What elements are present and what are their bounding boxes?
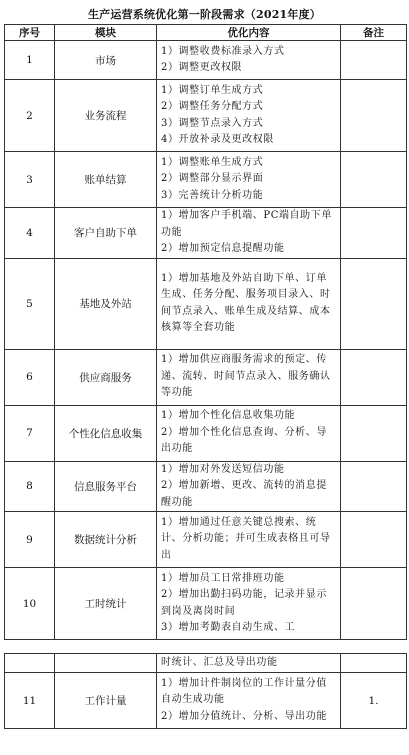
row-index: 10 xyxy=(5,568,55,640)
row-content xyxy=(157,80,341,152)
row-index xyxy=(5,654,55,673)
row-module: 供应商服务 xyxy=(55,349,157,405)
content-line: 1）增加个性化信息收集功能 xyxy=(161,410,296,422)
content-line: 1）增加客户手机端、PC端自助下单功能 xyxy=(161,210,332,238)
row-module: 基地及外站 xyxy=(55,258,157,349)
content-line: 1）增加对外发送短信功能 xyxy=(161,463,285,475)
row-index: 11 xyxy=(5,673,55,729)
content-line: 4）开放补录及更改权限 xyxy=(161,134,274,145)
content-line: 1）增加通过任意关键总搜索、统计、分析功能；并可生成表格且可导出 xyxy=(161,516,331,561)
row-content xyxy=(157,208,341,259)
row-index: 1 xyxy=(5,41,55,80)
table-row xyxy=(5,152,407,208)
content-line: 3）增加考勤表自动生成、工 xyxy=(161,622,296,633)
row-module: 客户自助下单 xyxy=(55,208,157,259)
row-remark xyxy=(341,152,407,208)
row-remark xyxy=(341,208,407,259)
row-content xyxy=(157,152,341,208)
row-remark xyxy=(341,80,407,152)
row-remark xyxy=(341,568,407,640)
row-content xyxy=(157,673,341,729)
content-line: 时统计、汇总及导出功能 xyxy=(161,656,278,668)
content-line: 2）增加出勤扫码功能，记录并显示到岗及离岗时间 xyxy=(161,589,327,617)
table-row xyxy=(5,461,407,512)
row-content xyxy=(157,41,341,80)
row-content xyxy=(157,568,341,640)
row-remark xyxy=(341,41,407,80)
header-index: 序号 xyxy=(5,25,55,41)
content-line: 2）增加分值统计、分析、导出功能 xyxy=(161,710,327,722)
header-module: 模块 xyxy=(55,25,157,41)
content-line: 1）增加计件制岗位的工作计量分值自动生成功能 xyxy=(161,677,327,706)
requirements-table-continued xyxy=(4,653,407,729)
row-index: 3 xyxy=(5,152,55,208)
row-module: 工作计量 xyxy=(55,673,157,729)
content-line: 1）调整账单生成方式 xyxy=(161,156,264,168)
row-module: 信息服务平台 xyxy=(55,461,157,512)
row-module: 业务流程 xyxy=(55,80,157,152)
table-row xyxy=(5,654,407,673)
row-content xyxy=(157,405,341,461)
row-content xyxy=(157,654,341,673)
content-line: 2）增加预定信息提醒功能 xyxy=(161,243,285,254)
header-content: 优化内容 xyxy=(157,25,341,41)
row-content xyxy=(157,258,341,349)
row-remark xyxy=(341,512,407,568)
requirements-table xyxy=(4,24,407,640)
row-remark xyxy=(341,258,407,349)
content-line: 1）增加供应商服务需求的预定、传递、流转、时间节点录入、服务确认等功能 xyxy=(161,354,331,399)
row-remark xyxy=(341,405,407,461)
row-remark xyxy=(341,654,407,673)
document-title: 生产运营系统优化第一阶段需求（2021年度） xyxy=(87,8,321,21)
row-content xyxy=(157,461,341,512)
content-line: 2）调整任务分配方式 xyxy=(161,101,264,112)
row-index: 2 xyxy=(5,80,55,152)
table-row xyxy=(5,208,407,259)
table-row xyxy=(5,512,407,568)
table-row xyxy=(5,349,407,405)
row-content xyxy=(157,349,341,405)
row-remark xyxy=(341,349,407,405)
table-header-row xyxy=(5,25,407,41)
content-line: 1）增加员工日常排班功能 xyxy=(161,572,285,584)
content-line: 1）调整收费标准录入方式 xyxy=(161,45,285,57)
table-row xyxy=(5,405,407,461)
row-remark: 1. xyxy=(341,673,407,729)
row-index: 4 xyxy=(5,208,55,259)
table-row xyxy=(5,258,407,349)
content-line: 2）调整更改权限 xyxy=(161,62,243,73)
row-index: 7 xyxy=(5,405,55,461)
content-line: 2）调整部分显示界面 xyxy=(161,173,264,185)
row-module: 市场 xyxy=(55,41,157,80)
row-index: 8 xyxy=(5,461,55,512)
row-content xyxy=(157,512,341,568)
row-index: 9 xyxy=(5,512,55,568)
table-row xyxy=(5,41,407,80)
content-line: 1）增加基地及外站自助下单、订单生成、任务分配、服务项目录入、时间节点录入、账单生成及结算、成本核算等全套功能 xyxy=(161,272,331,333)
content-line: 3）调整节点录入方式 xyxy=(161,117,264,129)
content-line: 2）增加新增、更改、流转的消息提醒功能 xyxy=(161,480,327,508)
header-remark: 备注 xyxy=(341,25,407,41)
row-index: 6 xyxy=(5,349,55,405)
row-module: 数据统计分析 xyxy=(55,512,157,568)
content-line: 3）完善统计分析功能 xyxy=(161,189,264,201)
row-module: 账单结算 xyxy=(55,152,157,208)
table-row xyxy=(5,80,407,152)
content-line: 2）增加个性化信息查询、分析、导出功能 xyxy=(161,426,327,455)
content-line: 1）调整订单生成方式 xyxy=(161,84,264,96)
row-index: 5 xyxy=(5,258,55,349)
table-row xyxy=(5,673,407,729)
row-module xyxy=(55,654,157,673)
table-row xyxy=(5,568,407,640)
row-remark xyxy=(341,461,407,512)
row-module: 工时统计 xyxy=(55,568,157,640)
row-module: 个性化信息收集 xyxy=(55,405,157,461)
